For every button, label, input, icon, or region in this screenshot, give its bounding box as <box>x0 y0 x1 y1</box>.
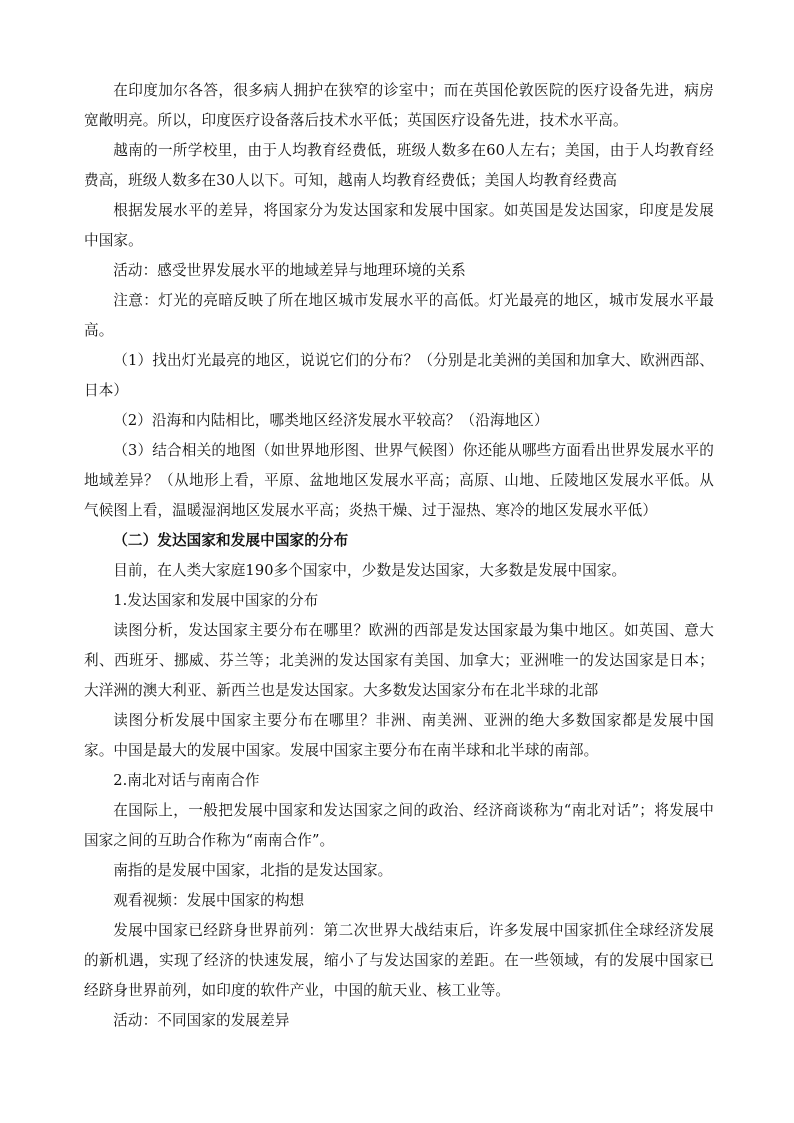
paragraph-note: 注意：灯光的亮暗反映了所在地区城市发展水平的高低。灯光最亮的地区，城市发展水平最高。 <box>84 292 714 339</box>
paragraph-question-1: （1）找出灯光最亮的地区，说说它们的分布？（分别是北美洲的美国和加拿大、欧洲西部、日本） <box>84 352 714 399</box>
paragraph-question-3: （3）结合相关的地图（如世界地形图、世界气候图）你还能从哪些方面看出世界发展水平的地域差异？（从地形上看，平原、盆地地区发展水平高；高原、山地、丘陵地区发展水平低。从气候图上看，温暖湿润地区发展水平高；炎热干燥、过于湿热、寒冷的地区发展水平低） <box>84 442 714 519</box>
paragraph-developing-distribution: 读图分析发展中国家主要分布在哪里？非洲、南美洲、亚洲的绝大多数国家都是发展中国家。中国是最大的发展中国家。发展中国家主要分布在南半球和北半球的南部。 <box>84 712 714 759</box>
paragraph-activity-title: 活动：感受世界发展水平的地域差异与地理环境的关系 <box>113 262 466 279</box>
paragraph-medical-comparison: 在印度加尔各答，很多病人拥护在狭窄的诊室中；而在英国伦敦医院的医疗设备先进，病房宽敞明亮。所以，印度医疗设备落后技术水平低；英国医疗设备先进，技术水平高。 <box>84 82 714 129</box>
paragraph-dialogue-definition: 在国际上，一般把发展中国家和发达国家之间的政治、经济商谈称为“南北对话”；将发展中国家之间的互助合作称为“南南合作”。 <box>84 802 714 849</box>
paragraph-developed-distribution: 读图分析，发达国家主要分布在哪里？欧洲的西部是发达国家最为集中地区。如英国、意大利、西班牙、挪威、芬兰等；北美洲的发达国家有美国、加拿大；亚洲唯一的发达国家是日本；大洋洲的澳大利亚、新西兰也是发达国家。大多数发达国家分布在北半球的北部 <box>84 622 714 699</box>
paragraph-activity-differences: 活动：不同国家的发展差异 <box>113 1012 290 1029</box>
paragraph-developing-progress: 发展中国家已经跻身世界前列：第二次世界大战结束后，许多发展中国家抓住全球经济发展的新机遇，实现了经济的快速发展，缩小了与发达国家的差距。在一些领域，有的发展中国家已经跻身世界前列，如印度的软件产业，中国的航天业、核工业等。 <box>84 922 714 999</box>
paragraph-north-south-meaning: 南指的是发展中国家，北指的是发达国家。 <box>113 862 393 879</box>
paragraph-education-comparison: 越南的一所学校里，由于人均教育经费低，班级人数多在60人左右；美国，由于人均教育经费高，班级人数多在30人以下。可知，越南人均教育经费低；美国人均教育经费高 <box>84 142 714 189</box>
section-heading-distribution: （二）发达国家和发展中国家的分布 <box>113 532 349 549</box>
paragraph-question-2: （2）沿海和内陆相比，哪类地区经济发展水平较高？（沿海地区） <box>113 412 549 429</box>
paragraph-video: 观看视频：发展中国家的构想 <box>113 892 305 909</box>
paragraph-country-count: 目前，在人类大家庭190多个国家中，少数是发达国家，大多数是发展中国家。 <box>113 562 627 579</box>
document-page <box>84 76 714 1036</box>
paragraph-country-classification: 根据发展水平的差异，将国家分为发达国家和发展中国家。如英国是发达国家，印度是发展中国家。 <box>84 202 714 249</box>
subheading-distribution: 1.发达国家和发展中国家的分布 <box>113 592 319 609</box>
subheading-north-south: 2.南北对话与南南合作 <box>113 772 260 789</box>
